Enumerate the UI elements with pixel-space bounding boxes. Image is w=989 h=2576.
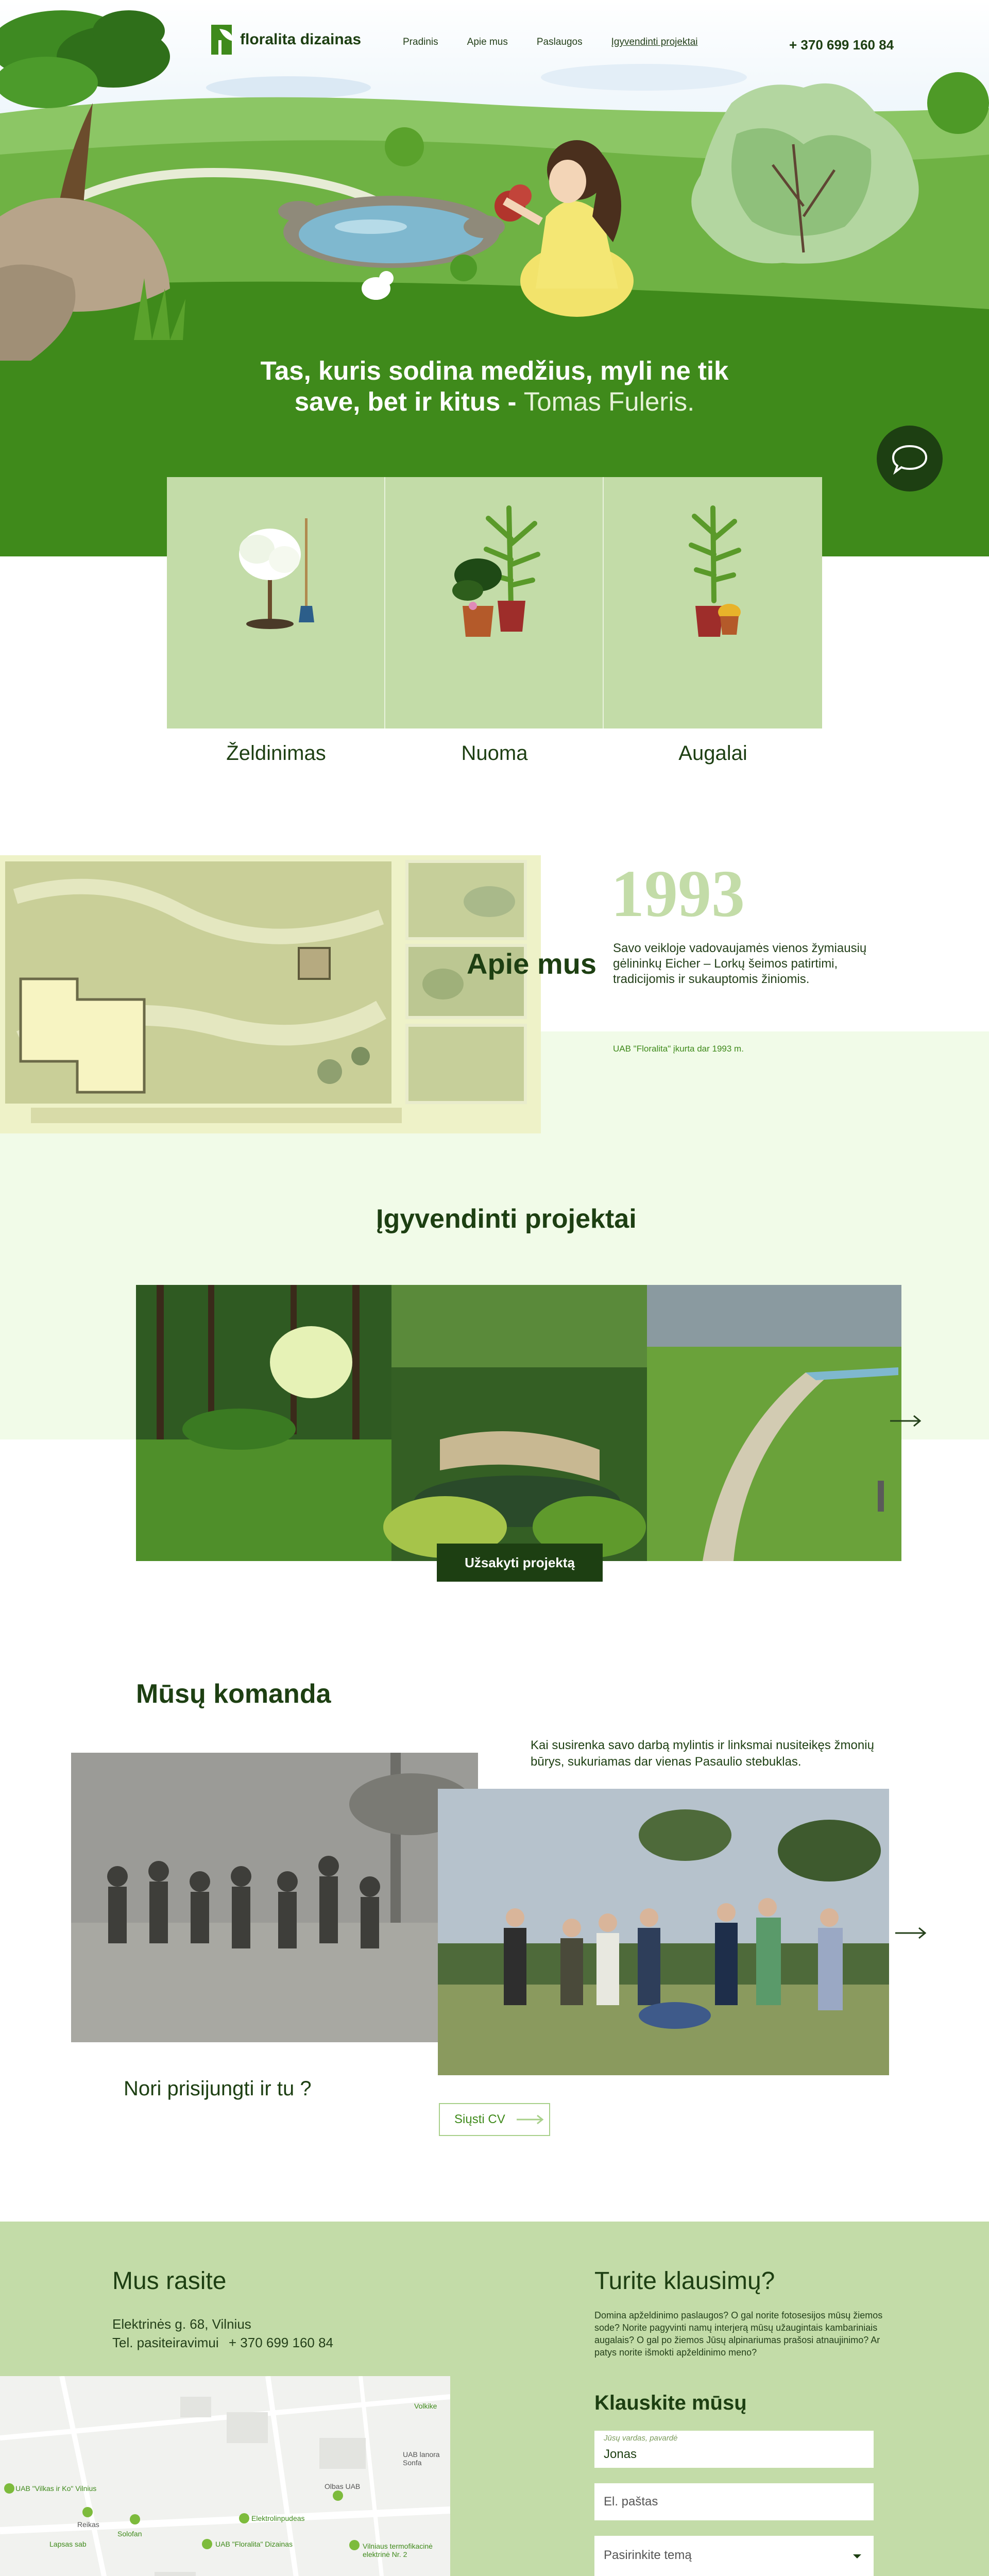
arrow-right-icon	[516, 2114, 544, 2125]
map-label-3: Solofan	[117, 2530, 142, 2538]
topic-select[interactable]	[594, 2536, 874, 2576]
service-label-plants[interactable]: Augalai	[678, 742, 747, 765]
map-label-11: UAB lanora Sonfa	[403, 2450, 440, 2467]
contact-form-title: Klauskite mūsų	[594, 2392, 747, 2414]
map-label-7: Vilniaus termofikacinė elektrinė Nr. 2	[363, 2542, 433, 2558]
header-phone[interactable]: + 370 699 160 84	[789, 37, 894, 53]
about-text: Savo veikloje vadovaujamės vienos žymiausių gėlininkų Eicher – Lorkų šeimos patirtimi, tradicijomis ir sukauptomis žiniomis.	[613, 941, 867, 986]
projects-title: Įgyvendinti projektai	[376, 1204, 637, 1234]
name-field-label: Jūsų vardas, pavardė	[604, 2434, 678, 2443]
logo-mark-icon	[211, 25, 237, 55]
map-label-4: Elektrolinpudeas	[251, 2514, 305, 2522]
email-field[interactable]	[594, 2483, 874, 2520]
join-team-heading: Nori prisijungti ir tu ?	[124, 2077, 312, 2100]
projects-photos	[136, 1285, 901, 1561]
hero-garden-illustration	[0, 0, 989, 556]
contact-phone-line	[112, 2335, 333, 2351]
questions-text: Domina apželdinimo paslaugos? O gal norite fotosesijos mūsų žiemos sode? Norite pagyvinti namų interjerą mūsų užaugintais kambariniais augalais? O gal po žiemos Jūsų alpinariumas prašosi atnaujinimo? Ar patys norite išmokti apželdinimo meno?	[594, 2310, 883, 2358]
name-field[interactable]	[594, 2431, 874, 2468]
hero-quote	[237, 355, 752, 417]
map-label-5: UAB "Floralita" Dizainas	[215, 2540, 293, 2548]
nav-item-about[interactable]: Apie mus	[467, 37, 508, 47]
garden-plan-image	[0, 855, 541, 1133]
nav-item-home[interactable]: Pradinis	[403, 37, 438, 47]
projects-carousel[interactable]	[136, 1285, 901, 1561]
find-us-title: Mus rasite	[112, 2267, 227, 2295]
team-title: Mūsų komanda	[136, 1679, 331, 1709]
questions-title: Turite klausimų?	[594, 2267, 775, 2295]
order-project-button[interactable]: Užsakyti projektą	[437, 1544, 603, 1582]
chat-button[interactable]	[877, 426, 943, 492]
name-field-value: Jonas	[604, 2447, 637, 2461]
potted-plants-icon	[385, 477, 604, 728]
team-next-arrow-icon[interactable]	[894, 1927, 927, 1939]
team-photo-archive	[71, 1753, 478, 2042]
contact-phone[interactable]: + 370 699 160 84	[228, 2335, 334, 2350]
nav-item-services[interactable]: Paslaugos	[536, 37, 583, 47]
service-card-rental[interactable]	[385, 477, 604, 728]
service-card-landscaping[interactable]	[167, 477, 385, 728]
map-label-1: Reikas	[77, 2520, 99, 2529]
send-cv-button[interactable]	[439, 2103, 550, 2136]
location-map[interactable]	[0, 2376, 450, 2576]
team-photo-current	[438, 1789, 889, 2075]
nav-item-projects[interactable]: Įgyvendinti projektai	[611, 37, 698, 47]
about-note: UAB "Floralita" įkurta dar 1993 m.	[613, 1044, 744, 1054]
hero-quote-text: Tas, kuris sodina medžius, myli ne tik save, bet ir kitus -	[260, 356, 729, 416]
about-title: Apie mus	[467, 947, 597, 980]
service-label-rental[interactable]: Nuoma	[461, 742, 528, 765]
about-year: 1993	[611, 857, 745, 931]
contact-address: Elektrinės g. 68, Vilnius	[112, 2316, 251, 2332]
hero-quote-author: Tomas Fuleris.	[523, 387, 695, 416]
map-label-0: UAB "Vilkas ir Ko" Vilnius	[15, 2484, 97, 2493]
topic-select-placeholder: Pasirinkite temą	[604, 2548, 692, 2562]
email-field-placeholder: El. paštas	[604, 2495, 658, 2509]
palm-in-pot-icon	[604, 477, 822, 728]
chevron-down-icon	[852, 2553, 862, 2560]
services-panel	[167, 477, 822, 728]
map-label-10: Volkike	[414, 2402, 437, 2410]
hero-section	[0, 0, 989, 556]
service-card-plants[interactable]	[604, 477, 822, 728]
map-label-2: Lapsas sab	[49, 2540, 87, 2548]
projects-next-arrow-icon[interactable]	[889, 1415, 922, 1427]
chat-bubble-icon	[877, 426, 943, 492]
main-nav	[403, 32, 727, 53]
contact-phone-label: Tel. pasiteiravimui	[112, 2335, 219, 2350]
team-description: Kai susirenka savo darbą mylintis ir linksmai nusiteikęs žmonių būrys, sukuriamas dar vienas Pasaulio stebuklas.	[531, 1738, 874, 1769]
tree-with-shovel-icon	[167, 477, 385, 728]
send-cv-label: Siųsti CV	[454, 2112, 505, 2126]
header-logo[interactable]	[211, 25, 361, 55]
logo-text: floralita dizainas	[240, 31, 362, 48]
service-label-landscaping[interactable]: Želdinimas	[226, 742, 326, 765]
map-label-6: Olbas UAB	[325, 2482, 361, 2490]
